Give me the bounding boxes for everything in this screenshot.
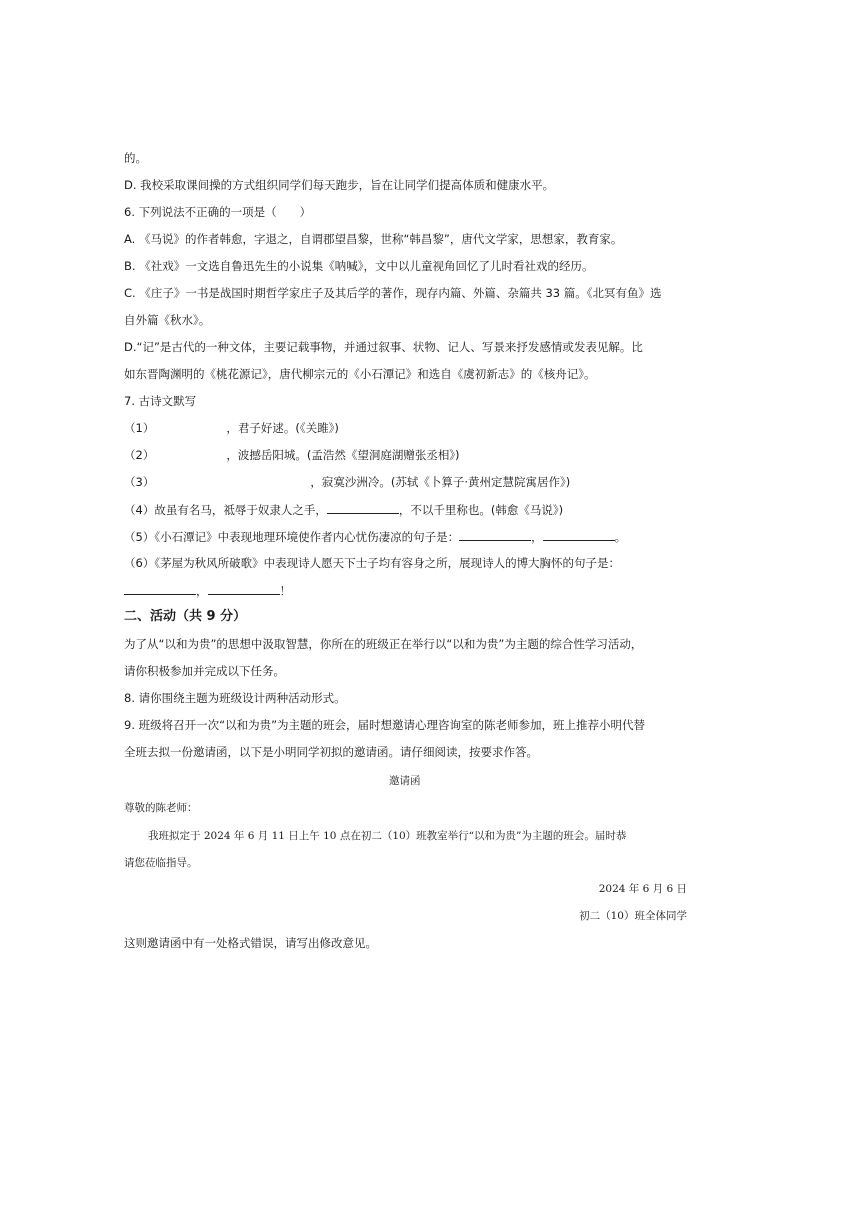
- section-heading: 二、活动（共 9 分）: [124, 609, 247, 624]
- option-c-cont: 自外篇《秋水》。: [124, 313, 211, 327]
- text-line: 的。: [124, 151, 147, 165]
- question-9-cont: 全班去拟一份邀请函，以下是小明同学初拟的邀请函。请仔细阅读，按要求作答。: [124, 745, 538, 759]
- answer-blank[interactable]: [208, 582, 280, 595]
- invitation-date: 2024 年 6 月 6 日: [598, 883, 687, 895]
- item-number: （3）: [124, 475, 155, 489]
- question-9: 9. 班级将召开一次“以和为贵”为主题的班会，届时想邀请心理咨询室的陈老师参加，班上推荐小明代替: [124, 718, 646, 732]
- dictation-3: [124, 474, 570, 490]
- invitation-sender: 初二（10）班全体同学: [579, 910, 687, 922]
- item-text: ，寂寞沙洲冷。(苏轼《卜算子·黄州定慧院寓居作》): [310, 475, 571, 489]
- dictation-6-answer: [124, 582, 291, 599]
- period: 。: [614, 530, 627, 544]
- option-c: C. 《庄子》一书是战国时期哲学家庄子及其后学的著作，现存内篇、外篇、杂篇共 33 篇。《北冥有鱼》选: [124, 286, 662, 300]
- dictation-1: [124, 420, 339, 436]
- question-6: 6. 下列说法不正确的一项是（ ）: [124, 205, 312, 219]
- option-d-cont: 如东晋陶渊明的《桃花源记》，唐代柳宗元的《小石潭记》和选自《虞初新志》的《核舟记》。: [124, 367, 596, 381]
- comma: ，: [531, 530, 543, 544]
- dictation-6: （6）《茅屋为秋风所破歌》中表现诗人愿天下士子均有容身之所，展现诗人的博大胸怀的句子是：: [124, 556, 621, 570]
- invitation-body: 我班拟定于 2024 年 6 月 11 日上午 10 点在初二（10）班教室举行“以和为贵”为主题的班会。届时恭: [148, 830, 627, 842]
- invitation-salutation: 尊敬的陈老师：: [124, 802, 198, 814]
- activity-intro-cont: 请你积极参加并完成以下任务。: [124, 664, 285, 678]
- dictation-4: [124, 501, 563, 518]
- dictation-2: [124, 447, 460, 463]
- item-text: （4）故虽有名马，祗辱于奴隶人之手，: [124, 503, 327, 517]
- invitation-title: 邀请函: [389, 775, 421, 787]
- dictation-5: [124, 528, 626, 545]
- item-number: （2）: [124, 448, 155, 462]
- option-d-line: D. 我校采取课间操的方式组织同学们每天跑步，旨在让同学们提高体质和健康水平。: [124, 178, 555, 192]
- answer-blank[interactable]: [543, 528, 615, 541]
- answer-blank[interactable]: [124, 582, 196, 595]
- question-7: 7. 古诗文默写: [124, 394, 197, 408]
- question-8: 8. 请你围绕主题为班级设计两种活动形式。: [124, 691, 346, 705]
- item-number: （1）: [124, 421, 155, 435]
- option-a: A. 《马说》的作者韩愈，字退之，自谓郡望昌黎，世称“韩昌黎”，唐代文学家，思想家，教育家。: [124, 232, 623, 246]
- question-9-prompt: 这则邀请函中有一处格式错误，请写出修改意见。: [124, 936, 377, 950]
- item-text: ，不以千里称也。(韩愈《马说》): [398, 503, 564, 517]
- answer-blank[interactable]: [327, 501, 399, 514]
- option-d: D.“记”是古代的一种文体，主要记载事物，并通过叙事、状物、记人、写景来抒发感情或发表见解。比: [124, 340, 643, 354]
- option-b: B. 《社戏》一文选自鲁迅先生的小说集《呐喊》，文中以儿童视角回忆了儿时看社戏的经历。: [124, 259, 594, 273]
- item-text: ，君子好逑。(《关雎》): [226, 421, 339, 435]
- comma: ，: [196, 584, 208, 598]
- activity-intro: 为了从“以和为贵”的思想中汲取智慧，你所在的班级正在举行以“以和为贵”为主题的综合性学习活动，: [124, 637, 643, 651]
- exclamation: ！: [279, 584, 291, 598]
- answer-blank[interactable]: [459, 528, 531, 541]
- invitation-body-cont: 请您莅临指导。: [124, 857, 198, 869]
- item-text: ，波撼岳阳城。(孟浩然《望洞庭湖赠张丞相》): [226, 448, 460, 462]
- item-text: （5）《小石潭记》中表现地理环境使作者内心忧伤凄凉的句子是：: [124, 530, 460, 544]
